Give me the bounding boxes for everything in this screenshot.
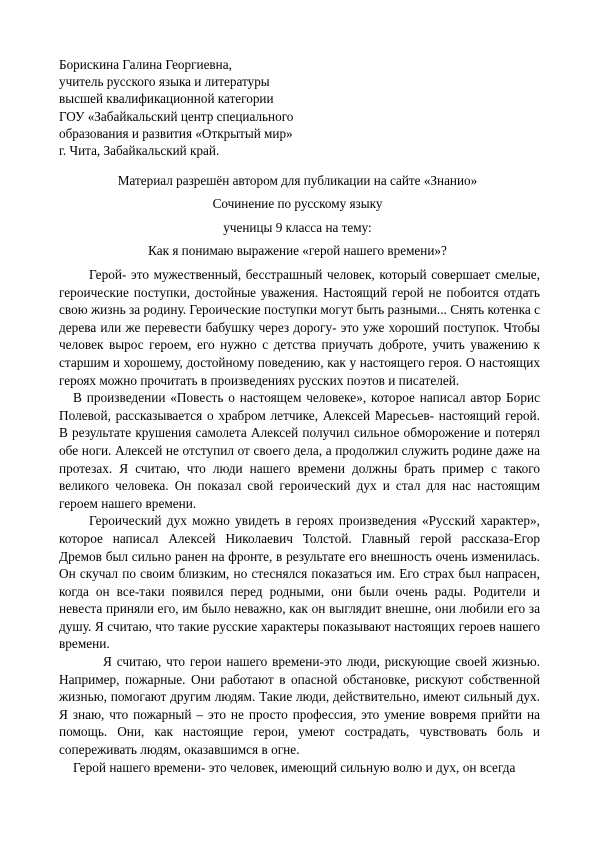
essay-body bbox=[59, 266, 540, 776]
paragraph-2: В произведении «Повесть о настоящем человеке», которое написал автор Борис Полевой, рассказывается о храбром летчике, Алексей Маресьев- настоящий герой. В результате крушения самолета Алексей получил сильное обморожение и потерял обе ноги. Алексей не отступил от своего дела, а продолжил служить родине даже на протезах. Я считаю, что люди нашего времени должны брать пример с такого великого человека. Он показал свой героический дух и стал для нас настоящим героем нашего времени. bbox=[59, 390, 540, 511]
author-city: г. Чита, Забайкальский край. bbox=[59, 143, 220, 159]
author-organization: ГОУ «Забайкальский центр специального bbox=[59, 108, 294, 124]
essay-topic: Как я понимаю выражение «герой нашего времени»? bbox=[148, 243, 447, 258]
permission-note: Материал разрешён автором для публикации на сайте «Знанио» bbox=[117, 173, 478, 188]
paragraph-5: Герой нашего времени- это человек, имеющий сильную волю и дух, он всегда bbox=[73, 759, 516, 775]
author-block bbox=[59, 56, 479, 159]
paragraph-1: Герой- это мужественный, бесстрашный человек, который совершает смелые, героические поступки, достойные уважения. Настоящий герой не побоится отдать свою жизнь за родину. Героические поступки могут быть разными... Снять котенка с дерева или же перевести бабушку через дорогу- это уже хороший поступок. Чтобы человек вырос героем, его нужно с детства приучать доброте, учить уважению к старшим и хорошему, достойному поведению, как у настоящего героя. О настоящих героях можно прочитать в произведениях русских поэтов и писателей. bbox=[59, 267, 540, 388]
paragraph-3: Героический дух можно увидеть в героях произведения «Русский характер», которое написал Алексей Николаевич Толстой. Главный герой рассказа-Егор Дремов был сильно ранен на фронте, в результате его внешность очень изменилась. Он скучал по своим близким, но стеснялся показаться им. Его страх был напрасен, когда он все-таки появился перед родными, они были очень рады. Родители и невеста приняли его, им было неважно, как он выглядит внешне, они любили его за душу. Я считаю, что такие русские характеры показывают настоящих героев нашего времени. bbox=[59, 513, 540, 652]
author-name: Борискина Галина Георгиевна, bbox=[59, 57, 232, 72]
author-organization-cont: образования и развития «Открытый мир» bbox=[59, 125, 293, 141]
author-category: высшей квалификационной категории bbox=[59, 91, 274, 107]
essay-subtitle: ученицы 9 класса на тему: bbox=[223, 220, 372, 235]
paragraph-4: Я считаю, что герои нашего времени-это люди, рискующие своей жизнью. Например, пожарные. Они работают в опасной обстановке, рискуют собственной жизнью, помогают другим людям. Такие люди, действительно, имеют сильный дух. Я знаю, что пожарный – это не просто профессия, это умение вовремя прийти на помощь. Они, как настоящие герои, умеют сострадать, чувствовать боль и сопереживать людям, оказавшимся в огне. bbox=[59, 654, 540, 758]
essay-title: Сочинение по русскому языку bbox=[212, 196, 383, 211]
author-position: учитель русского языка и литературы bbox=[59, 74, 270, 90]
